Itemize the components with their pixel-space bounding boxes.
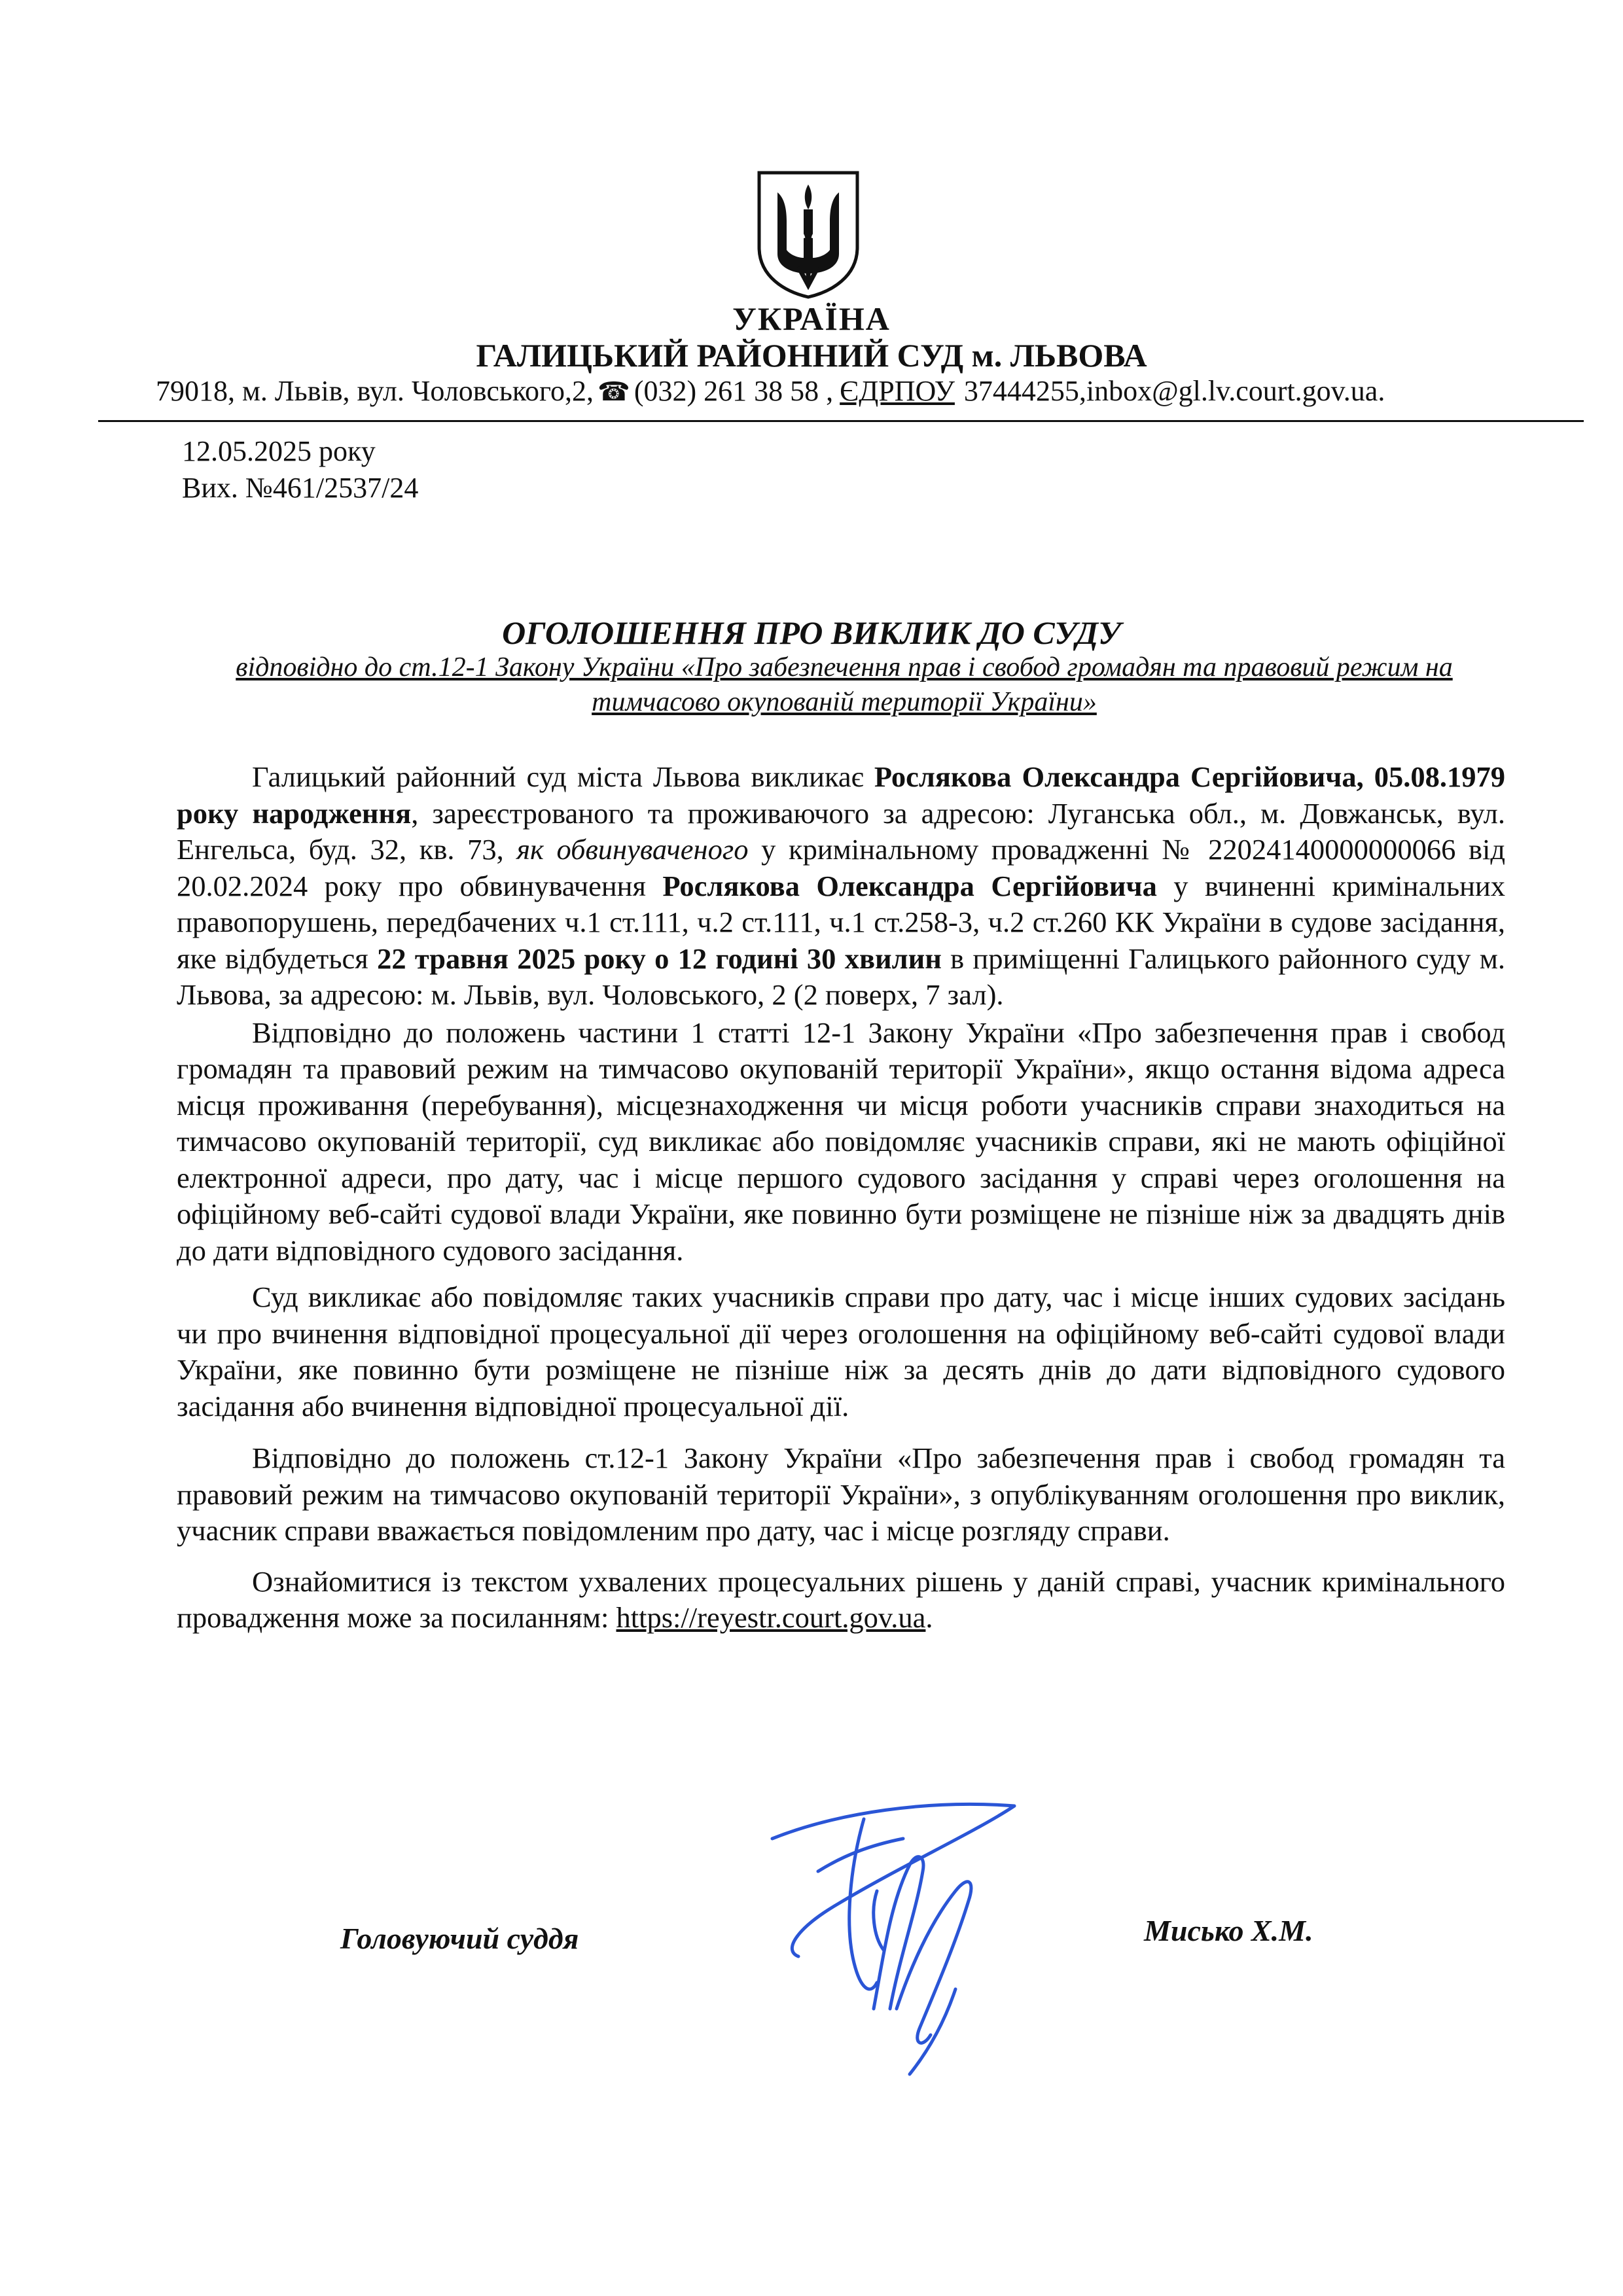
- outgoing-number: Вих. №461/2537/24: [182, 472, 419, 504]
- notice-subtitle: відповідно до ст.12-1 Закону України «Про забезпечення прав і свобод громадян та правовий режим на тимчасово окупованій території України»: [236, 652, 1453, 717]
- country-title: УКРАЇНА: [732, 300, 891, 337]
- notice-title: ОГОЛОШЕННЯ ПРО ВИКЛИК ДО СУДУ: [502, 614, 1121, 651]
- phone-icon: ☎: [597, 377, 630, 406]
- handwritten-signature: [759, 1793, 1034, 2094]
- document-date: 12.05.2025 року: [182, 435, 376, 467]
- court-code-email: 37444255,inbox@gl.lv.court.gov.ua.: [963, 375, 1385, 407]
- court-phone: (032) 261 38 58 ,: [633, 375, 834, 407]
- court-address: 79018, м. Львів, вул. Чоловського,2,: [156, 375, 594, 407]
- paragraph-law-part1: Відповідно до положень частини 1 статті 12-1 Закону України «Про забезпечення прав і свобод громадян та правовий режим на тимчасово окупованій території України», якщо остання відома адреса місця проживання (перебування), місцезнаходження чи місця роботи учасників справи знаходиться на тимчасово окупованій території, суд викликає або повідомляє учасників справи, які не мають офіційної електронної адреси, про дату, час і місце першого судового засідання у справі через оголошення на офіційному веб-сайті судової влади України, яке повинно бути розміщене не пізніше ніж за двадцять днів до дати відповідного судового засідання.: [177, 1016, 1505, 1267]
- registry-link[interactable]: https://reyestr.court.gov.ua: [616, 1601, 926, 1634]
- edrpou-label: ЄДРПОУ: [840, 375, 955, 407]
- paragraph-other-hearings: Суд викликає або повідомляє таких учасників справи про дату, час і місце інших судових засідань чи про вчинення відповідної процесуальної дії через оголошення на офіційному веб-сайті судової влади України, яке повинно бути розміщене не пізніше ніж за десять днів до дати відповідного судового засідання або вчинення відповідної процесуальної дії.: [177, 1280, 1505, 1422]
- paragraph-registry: Ознайомитися із текстом ухвалених процесуальних рішень у даній справі, учасник кримінального провадження може за посиланням: https://reyestr.court.gov.ua.: [177, 1564, 1505, 1634]
- header-divider: [98, 420, 1584, 422]
- defendant-name-repeat: Рослякова Олександра Сергійовича: [662, 869, 1157, 902]
- judge-role: Головуючий суддя: [340, 1922, 579, 1955]
- hearing-datetime: 22 травня 2025 року о 12 годині 30 хвилин: [377, 942, 942, 975]
- notice-body: [177, 759, 1505, 1636]
- defendant-name: Рослякова Олександра Сергійовича, 05.08.1979 року народження: [177, 760, 1505, 830]
- defendant-role: як обвинуваченого: [516, 833, 749, 866]
- court-name: ГАЛИЦЬКИЙ РАЙОННИЙ СУД м. ЛЬВОВА: [476, 337, 1147, 374]
- paragraph-notification: Відповідно до положень ст.12-1 Закону України «Про забезпечення прав і свобод громадян та правовий режим на тимчасово окупованій території України», з опублікуванням оголошення про виклик, учасник справи вважається повідомленим про дату, час і місце розгляду справи.: [177, 1441, 1505, 1547]
- trident-icon: [753, 169, 864, 300]
- judge-name: Мисько Х.М.: [1144, 1914, 1313, 1947]
- court-contacts: [156, 374, 1550, 408]
- paragraph-summons: Галицький районний суд міста Львова викликає Рослякова Олександра Сергійовича, 05.08.1979 року народження, зареєстрованого та проживаючого за адресою: Луганська обл., м. Довжанськ, вул. Енгельса, буд. 32, кв. 73, як обвинуваченого у кримінальному провадженні № 22024140000000066 від 20.02.2024 року про обвинувачення Рослякова Олександра Сергійовича у вчиненні кримінальних правопорушень, передбачених ч.1 ст.111, ч.2 ст.111, ч.1 ст.258-3, ч.2 ст.260 КК України в судове засідання, яке відбудеться 22 травня 2025 року о 12 годині 30 хвилин в приміщенні Галицького районного суду м. Львова, за адресою: м. Львів, вул. Чоловського, 2 (2 поверх, 7 зал).: [177, 760, 1505, 1011]
